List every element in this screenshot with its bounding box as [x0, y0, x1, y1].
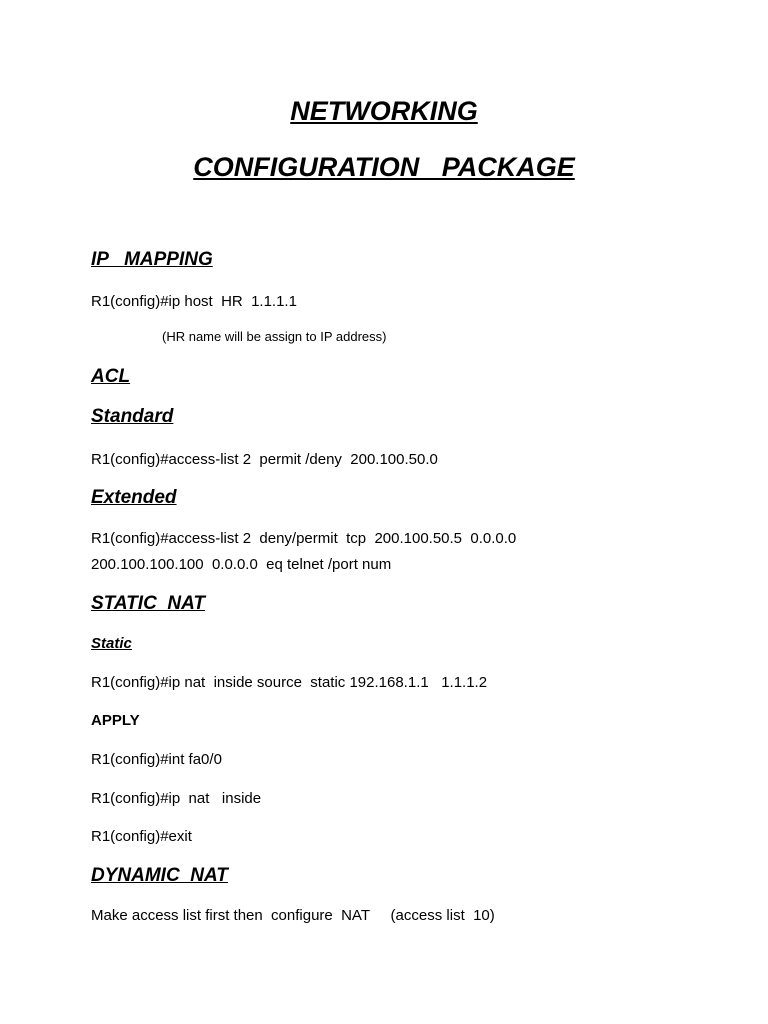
document-title-line2: CONFIGURATION PACKAGE	[193, 152, 575, 182]
ip-mapping-heading: IP MAPPING	[91, 249, 213, 270]
acl-standard-command: R1(config)#access-list 2 permit /deny 200.100.50.0	[91, 451, 438, 468]
static-nat-subheading: Static	[91, 635, 132, 652]
apply-command-1: R1(config)#int fa0/0	[91, 751, 222, 768]
apply-label: APPLY	[91, 712, 140, 729]
acl-extended-heading: Extended	[91, 487, 177, 508]
apply-command-2: R1(config)#ip nat inside	[91, 790, 262, 807]
static-nat-command: R1(config)#ip nat inside source static 192.168.1.1 1.1.1.2	[91, 674, 488, 691]
ip-mapping-command: R1(config)#ip host HR 1.1.1.1	[91, 293, 297, 310]
acl-heading: ACL	[91, 366, 131, 387]
static-nat-heading: STATIC NAT	[91, 593, 205, 614]
acl-standard-heading: Standard	[91, 406, 174, 427]
acl-extended-command-line1: R1(config)#access-list 2 deny/permit tcp 200.100.50.5 0.0.0.0	[91, 530, 517, 547]
acl-extended-command-line2: 200.100.100.100 0.0.0.0 eq telnet /port num	[91, 556, 392, 573]
dynamic-nat-heading: DYNAMIC NAT	[91, 865, 228, 886]
document-title-line1: NETWORKING	[290, 96, 478, 126]
ip-mapping-note: (HR name will be assign to IP address)	[162, 329, 387, 344]
dynamic-nat-text: Make access list first then configure NAT (access list 10)	[91, 907, 495, 924]
apply-command-3: R1(config)#exit	[91, 828, 192, 845]
